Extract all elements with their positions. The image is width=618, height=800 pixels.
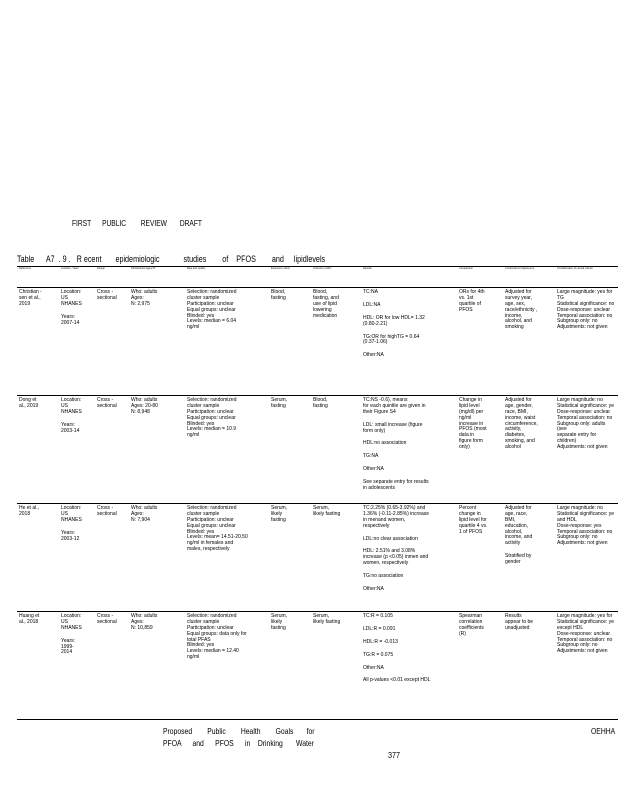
cell-line: al., 2019 [19,402,39,409]
table-cell [361,612,457,720]
cell-line: Statistical significance: ye [557,510,614,517]
cell-line: Statistical significance: no [557,300,615,307]
cell-line: activity, [505,426,522,433]
draft-header: FIRST PUBLIC REVIEW DRAFT [72,218,202,228]
cell-line: 2003-14 [61,427,80,434]
cell-line: appear to be [505,618,534,625]
cell-line: N: 7,904 [131,516,150,523]
cell-line: NHANES [61,300,82,307]
cell-line: HDL: 2.51% and 3.08% [363,548,416,555]
cell-line: Participation: unclear [187,624,234,631]
cell-line: cluster sample [187,402,220,409]
table-cell [269,288,311,396]
cell-line: Who: adults [131,505,158,511]
cell-line: Spearman [459,613,483,619]
cell-line: Serum, [271,397,288,403]
table-row [17,504,618,612]
cell-line: TC:NA [363,289,378,295]
cell-line: Serum, [313,613,330,619]
cell-line: cluster sample [187,510,220,517]
cell-line: Equal groups: unclear [187,522,236,529]
cell-line: (mg/dl) per [459,408,484,415]
cell-line: increase in [459,420,484,427]
cell-line: cluster sample [187,294,220,301]
table-cell [555,288,618,396]
cell-line: US [61,294,68,301]
cell-line: age, race, [505,510,528,517]
cell-line: TC:NS -0.6), means [363,397,408,403]
cell-line: Blood, [313,397,328,403]
cell-line: Subgroup only: no [557,642,598,649]
cell-line: Change in [459,397,482,403]
cell-line: Participation: unclear [187,300,234,307]
cell-line: race/ethnicity , [505,306,538,313]
table-cell [59,504,95,612]
cell-line: lowering [313,306,332,313]
table-cell [17,396,59,504]
cell-line: Serum, [271,505,288,511]
column-header: Outcome matrix [311,267,361,288]
cell-line: Equal groups: data only for [187,630,247,637]
table-cell [311,396,361,504]
cell-line: Statistical significance: ye [557,402,614,409]
table-cell [185,288,269,396]
table-cell [95,396,129,504]
cell-line: Large magnitude: no [557,505,603,511]
cell-line: al., 2018 [19,618,39,625]
table-cell [457,612,503,720]
cell-line: Blood, [271,289,286,295]
cell-line: Serum, [313,505,330,511]
cell-line: vs. 1st [459,294,474,301]
table-cell [457,288,503,396]
cell-line: likely fasting [313,618,341,625]
cell-line: form only) [363,427,386,434]
cell-line: smoking [505,324,524,331]
cell-line: smoking, and [505,438,535,445]
cell-line: Cross - [97,613,114,619]
cell-line: Dong et [19,397,37,403]
cell-line: US [61,618,68,625]
table-cell [269,396,311,504]
cell-line: Percent [459,505,477,511]
cell-line: Levels: median = 10.9 [187,426,237,433]
cell-line: HDL: OR for low HDL= 1.32 [363,314,425,321]
cell-line: income, waist [505,414,536,421]
cell-line: Blinded: yes [187,420,215,427]
cell-line: TG:R = 0.075 [363,651,394,658]
footer-line-1: Proposed Public Health Goals for [163,726,315,736]
table-cell [361,288,457,396]
cell-line: sectional [97,510,117,517]
cell-line: women, respectively [363,560,409,567]
cell-line: LDL:NA [363,301,381,308]
cell-line: LDL:R = 0.091 [363,625,396,632]
cell-line: Adjustments: not given [557,648,608,655]
cell-line: ng/ml [187,324,200,331]
cell-line: Location: [61,397,82,403]
cell-line: diabetes, [505,432,526,439]
cell-line: Cross - [97,505,114,511]
table-cell [59,612,95,720]
cell-line: sectional [97,402,117,409]
cell-line: NHANES [61,624,82,631]
cell-line: Blood, [313,289,328,295]
cell-line: Equal groups: unclear [187,414,236,421]
table-cell [269,612,311,720]
studies-table [17,266,618,720]
cell-line: Temporal association: no [557,414,613,421]
cell-line: Selection: randomized [187,397,237,403]
cell-line: Large magnitude: yes for [557,289,613,295]
column-header: Reference [17,267,59,288]
cell-line: Other:NA [363,664,384,671]
cell-line: HDL:R = -0.013 [363,638,398,645]
table-cell [129,396,185,504]
cell-line: Other:NA [363,466,384,473]
cell-line: Dose-response: unclear [557,408,611,415]
cell-line: Levels: mean= 14.51-20.50 [187,534,248,541]
cell-line: Serum, [271,613,288,619]
cell-line: alcohol, and [505,318,532,325]
table-cell [185,612,269,720]
footer-title [163,726,315,750]
cell-line: 2007-14 [61,319,80,326]
cell-line: Years: [61,313,75,320]
cell-line: 1.36% (-0.11-2.85%) increase [363,510,430,517]
cell-line: increase (p <0.05) inmen and [363,554,429,561]
table-cell [503,612,555,720]
cell-line: Blinded: yes [187,642,215,649]
table-cell [129,504,185,612]
cell-line: fasting, and [313,294,339,301]
cell-line: Stratified by [505,553,532,560]
cell-line: gender [505,559,521,566]
column-header: Comparison [457,267,503,288]
cell-line: 2018 [19,510,31,517]
table-cell [457,504,503,612]
cell-line: Large magnitude: no [557,397,603,403]
cell-line: Equal groups: unclear [187,306,236,313]
cell-line: Years: [61,421,75,428]
cell-line: Cross - [97,289,114,295]
cell-line: See separate entry for results [363,479,429,486]
cell-line: fasting [271,624,286,631]
cell-line: HDL:no association [363,440,407,447]
cell-line: age, gender, [505,402,533,409]
table-cell [185,504,269,612]
cell-line: TC:R = 0.105 [363,613,393,619]
cell-line: ng/ml [459,414,472,421]
cell-line: activity [505,540,521,547]
table-caption: Table A7 . 9 . R ecent epidemiologic studies of PFOS and lipidlevels [17,254,326,264]
cell-line: Selection: randomized [187,505,237,511]
cell-line: N: 10,859 [131,624,153,631]
column-header: Design [95,267,129,288]
cell-line: their Figure S4 [363,408,396,415]
cell-line: TG:OR for highTG = 0.64 [363,333,420,340]
cell-line: income, [505,312,523,319]
cell-line: Adjusted for [505,289,532,295]
cell-line: in menand women, [363,516,406,523]
cell-line: LDL:no clear association [363,535,418,542]
cell-line: Subgroup only: adults (see [557,420,606,433]
cell-line: income, and [505,534,533,541]
cell-line: cluster sample [187,618,220,625]
cell-line: ORs for 4th [459,289,485,295]
column-header: Confounders/ Adjustment [503,267,555,288]
column-header: Consideration of causal criteria [555,267,618,288]
cell-line: Adjusted for [505,505,532,511]
cell-line: Location: [61,289,82,295]
column-header: Exposure matrix [269,267,311,288]
column-header: Bias and quality [185,267,269,288]
cell-line: Selection: randomized [187,613,237,619]
cell-line: LDL: small increase (figure [363,421,423,428]
table-cell [503,288,555,396]
cell-line: ng/ml [187,654,200,661]
cell-line: Temporal association: no [557,636,613,643]
cell-line: only) [459,444,470,451]
cell-line: Ages: [131,510,144,517]
cell-line: Christian - [19,289,42,295]
cell-line: US [61,510,68,517]
cell-line: PFOS (most [459,426,487,433]
cell-line: Dose-response: unclear [557,630,611,637]
cell-line: coefficients [459,624,484,631]
cell-line: PFOS [459,306,473,313]
cell-line: TG:NA [363,453,379,460]
cell-line: and HDL [557,516,577,523]
cell-line: fasting [271,294,286,301]
cell-line: Results [505,613,522,619]
cell-line: correlation [459,618,483,625]
cell-line: All p-values <0.01 except HDL [363,677,431,684]
cell-line: sectional [97,294,117,301]
table-cell [59,288,95,396]
cell-line: likely [271,510,283,517]
cell-line: Large magnitude: yes for [557,613,613,619]
cell-line: separate entry for children) [557,432,597,445]
cell-line: Adjusted for [505,397,532,403]
table-cell [457,396,503,504]
cell-line: Other:NA [363,586,384,593]
cell-line: Who: adults [131,613,158,619]
table-cell [503,396,555,504]
cell-line: 2019 [19,300,31,307]
cell-line: 1999- [61,643,74,650]
table-cell [129,288,185,396]
cell-line: Huang et [19,613,40,619]
cell-line: ng/ml [187,432,200,439]
column-header: Location, Years [59,267,95,288]
table-cell [555,504,618,612]
cell-line: (0.80-2.21) [363,320,388,327]
table-cell [17,612,59,720]
cell-line: fasting [271,516,286,523]
cell-line: Ages: 20-80 [131,402,158,409]
cell-line: sen et al., [19,294,41,301]
cell-line: circumference, [505,420,538,427]
table-cell [129,612,185,720]
cell-line: Years: [61,637,75,644]
cell-line: (R) [459,630,466,637]
cell-line: Blinded: yes [187,528,215,535]
table-cell [311,612,361,720]
cell-line: sectional [97,618,117,625]
cell-line: figure form [459,438,483,445]
table-cell [95,612,129,720]
cell-line: Statistical significance: ye [557,618,614,625]
cell-line: males, respectively [187,546,230,553]
cell-line: 2003-12 [61,535,80,542]
cell-line: age, sex, [505,300,526,307]
cell-line: Adjustments: not given [557,444,608,451]
cell-line: Dose-response: unclear [557,306,611,313]
cell-line: quartile of [459,300,481,307]
cell-line: lipid level for [459,516,487,523]
cell-line: Years: [61,529,75,536]
cell-line: 2014 [61,649,73,656]
cell-line: change in [459,510,481,517]
cell-line: Blinded: yes [187,312,215,319]
cell-line: Other:NA [363,352,384,359]
cell-line: N: 8,948 [131,408,150,415]
table-cell [361,504,457,612]
cell-line: Location: [61,505,82,511]
cell-line: Levels: median = 12.40 [187,648,239,655]
table-cell [59,396,95,504]
table-cell [555,612,618,720]
table-cell [185,396,269,504]
cell-line: data in [459,432,475,439]
cell-line: NHANES [61,408,82,415]
cell-line: Selection: randomized [187,289,237,295]
cell-line: race, BMI, [505,408,528,415]
cell-line: N: 2,975 [131,300,150,307]
cell-line: respectively [363,522,390,529]
cell-line: Cross - [97,397,114,403]
cell-line: fasting [271,402,286,409]
cell-line: Ages: [131,294,144,301]
cell-line: alcohol [505,444,521,451]
cell-line: Levels: median = 6.04 [187,318,237,325]
column-header: Results [361,267,457,288]
cell-line: likely fasting [313,510,341,517]
cell-line: alcohol, [505,528,523,535]
cell-line: Adjustments: not given [557,540,608,547]
cell-line: Who: adults [131,289,158,295]
cell-line: TG [557,294,564,301]
cell-line: except HDL [557,624,584,631]
table-row [17,288,618,396]
cell-line: (0.37-1.06) [363,339,388,346]
table-cell [95,504,129,612]
table-cell [311,504,361,612]
footer-agency: OEHHA [591,726,616,736]
cell-line: use of lipid [313,300,337,307]
table-cell [17,504,59,612]
cell-line: Dose-response: yes [557,522,602,529]
cell-line: in adolescents [363,485,395,492]
cell-line: unadjusted [505,624,530,631]
cell-line: He et al., [19,505,40,511]
table-row [17,396,618,504]
cell-line: US [61,402,68,409]
table-row [17,612,618,720]
table-cell [361,396,457,504]
cell-line: medication [313,312,338,319]
cell-line: Location: [61,613,82,619]
cell-line: fasting [313,402,328,409]
cell-line: Subgroup only: no [557,318,598,325]
cell-line: Ages: [131,618,144,625]
table-cell [311,288,361,396]
table-cell [17,288,59,396]
cell-line: for each quintile are given in [363,402,426,409]
page-number: 377 [388,750,401,760]
cell-line: Temporal association: no [557,528,613,535]
cell-line: BMI, [505,516,516,523]
column-header: Participants/ Ages/ N [129,267,185,288]
cell-line: TC:2.25% (0.65-3.92%) and [363,505,426,511]
cell-line: survey year, [505,294,532,301]
cell-line: education, [505,522,529,529]
cell-line: total PFAS [187,636,211,643]
footer-line-2: PFOA and PFOS in Drinking Water [163,737,314,748]
cell-line: Participation: unclear [187,516,234,523]
table-cell [95,288,129,396]
cell-line: Temporal association: no [557,312,613,319]
table-cell [555,396,618,504]
table-cell [269,504,311,612]
table-cell [503,504,555,612]
cell-line: NHANES [61,516,82,523]
cell-line: Subgroup only: no [557,534,598,541]
cell-line: 1 of PFOS [459,528,483,535]
cell-line: ng/ml in females and [187,540,234,547]
cell-line: quartile 4 vs. [459,522,488,529]
table-header-row [17,267,618,288]
cell-line: Participation: unclear [187,408,234,415]
cell-line: Adjustments: not given [557,324,608,331]
cell-line: likely [271,618,283,625]
cell-line: Who: adults [131,397,158,403]
cell-line: TG:no association [363,573,404,580]
cell-line: lipid level [459,402,480,409]
